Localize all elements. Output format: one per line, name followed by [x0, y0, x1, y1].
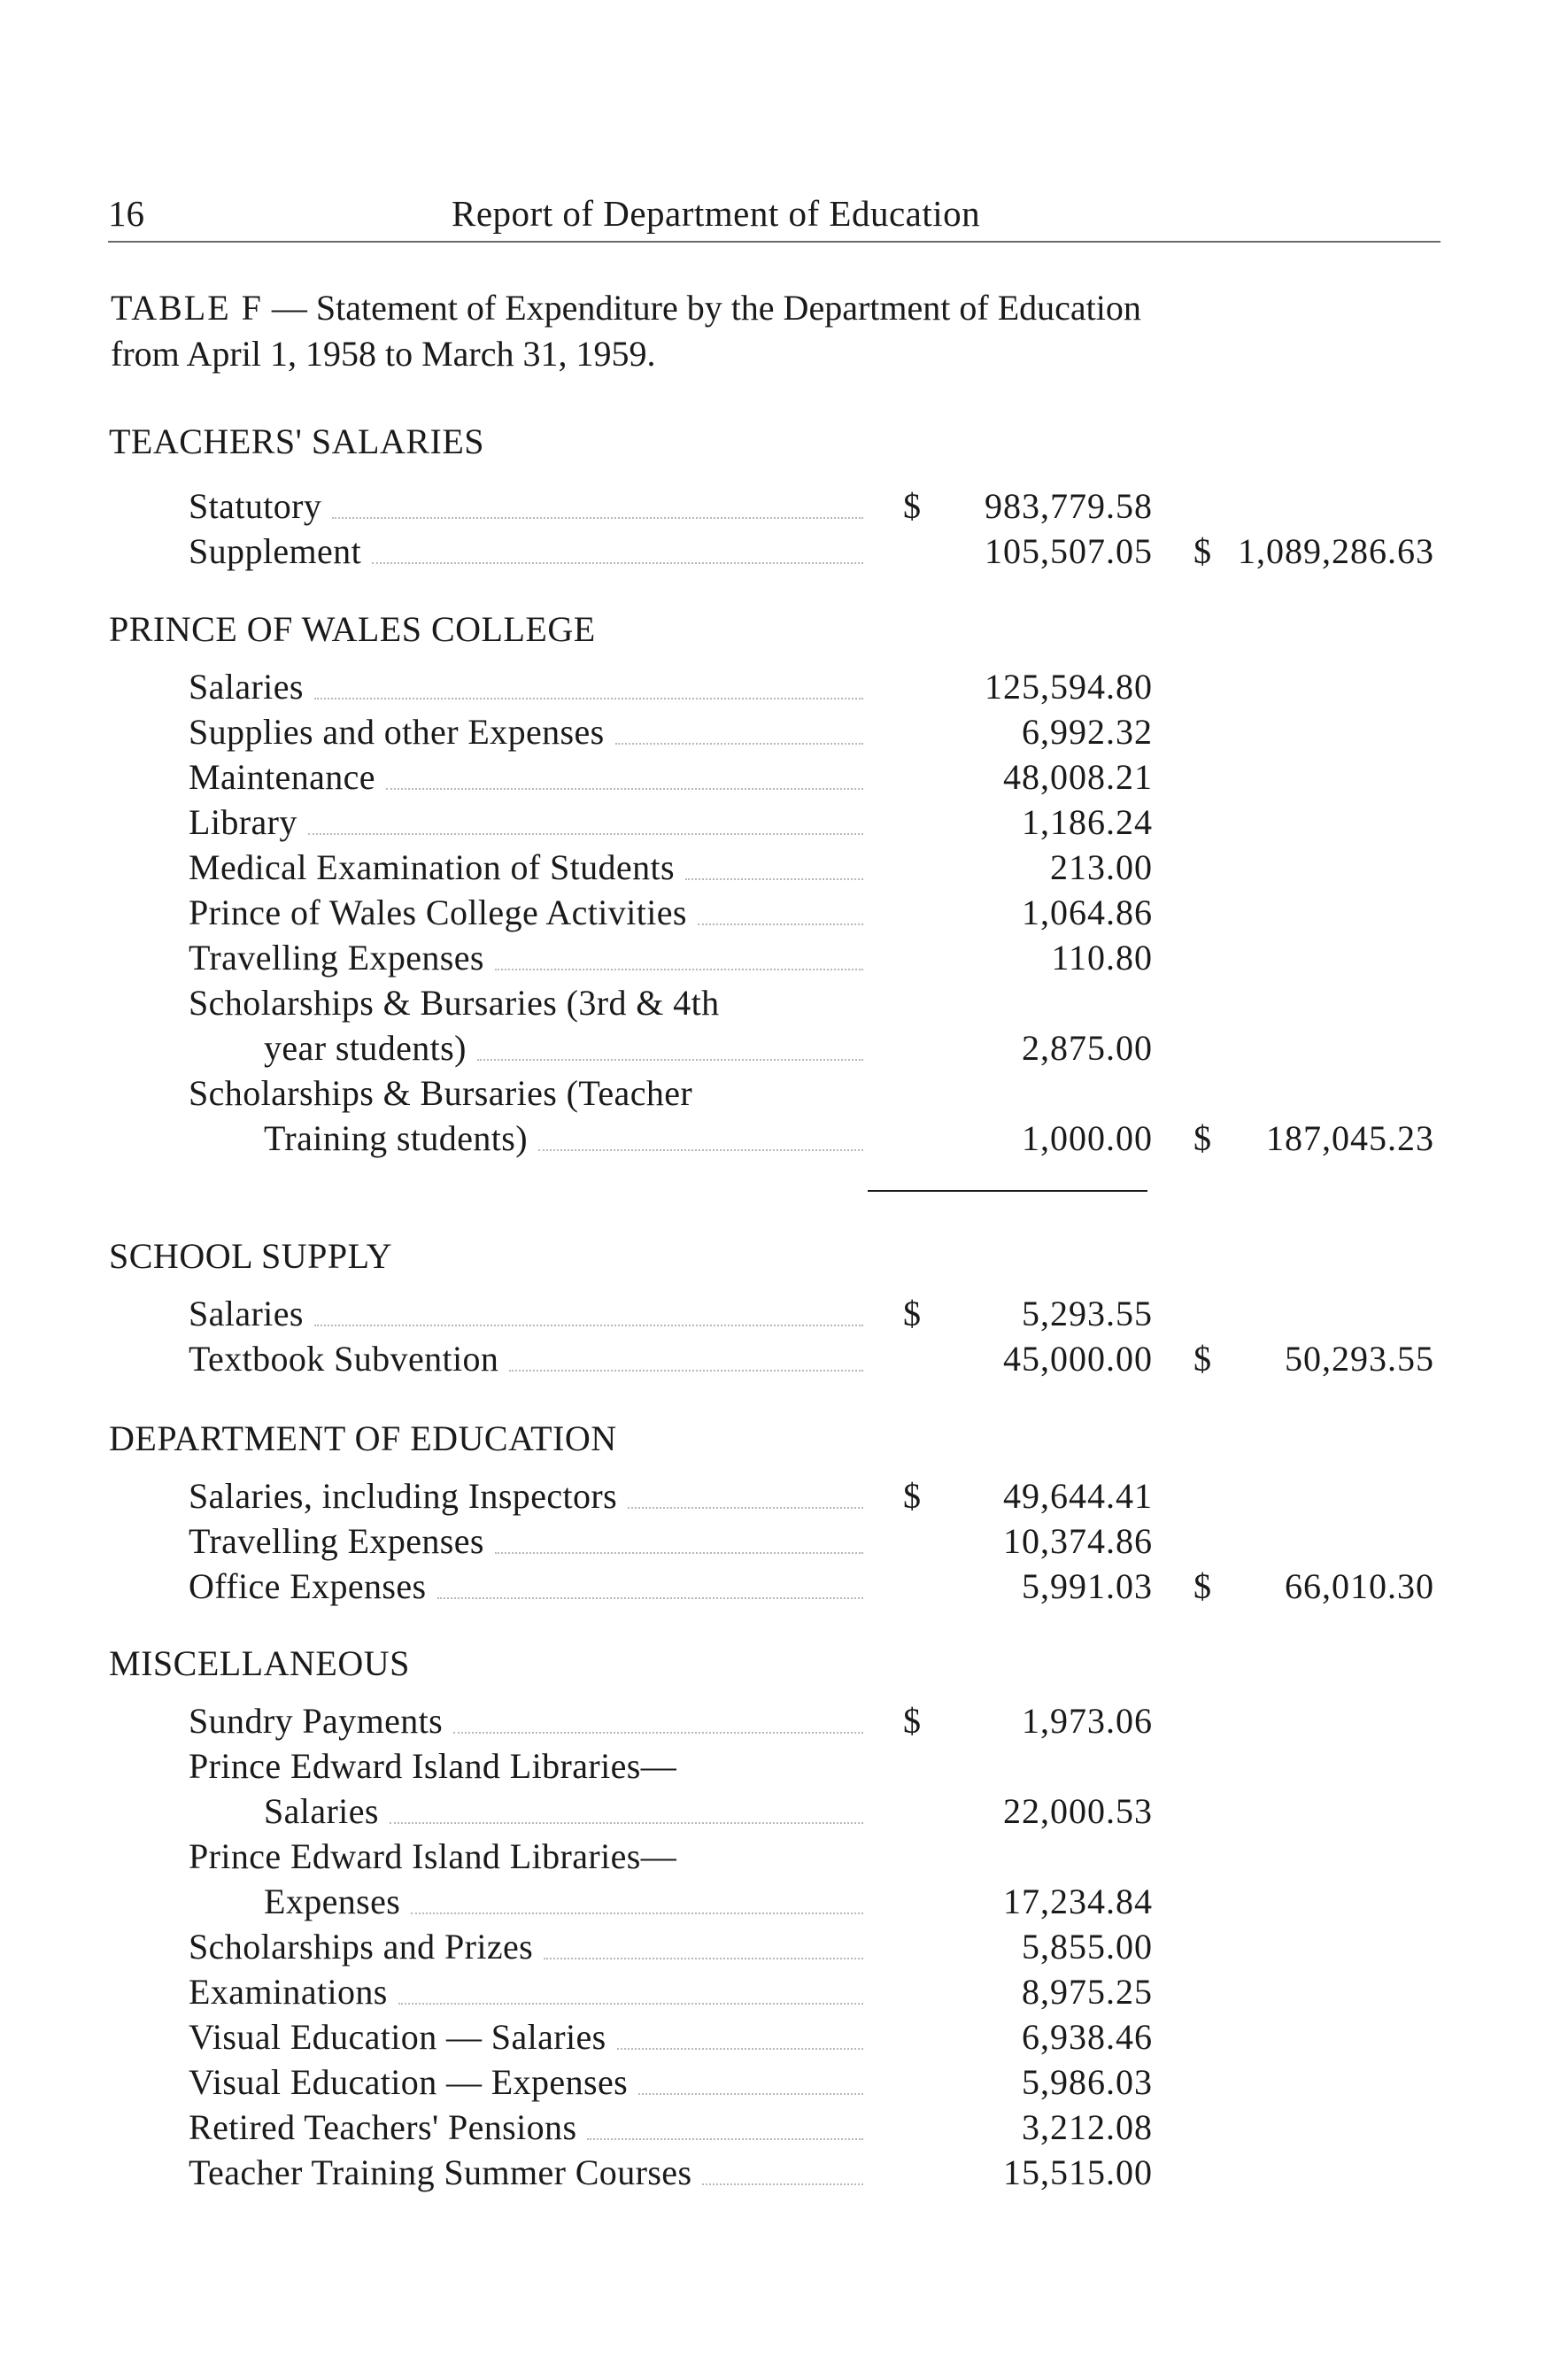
- row-label: Prince Edward Island Libraries—: [189, 1746, 677, 1786]
- row-label: Supplies and other Expenses: [189, 712, 605, 752]
- dot-leader: [544, 1958, 863, 1959]
- row-amount: 3,212.08: [1022, 2107, 1153, 2147]
- dollar-sign: $: [903, 1294, 921, 1333]
- table-row: [0, 1116, 1545, 1161]
- row-label: Examinations: [189, 1972, 388, 2012]
- table-row: [0, 1070, 1545, 1116]
- dot-leader: [495, 969, 863, 970]
- table-row: [0, 664, 1545, 709]
- dot-leader: [587, 2138, 863, 2140]
- dot-leader: [386, 788, 863, 790]
- table-title: [111, 285, 1456, 377]
- section-total: 50,293.55: [1285, 1339, 1434, 1379]
- table-row: [0, 980, 1545, 1025]
- table-row: [0, 2150, 1545, 2195]
- row-amount: 5,293.55: [1022, 1294, 1153, 1333]
- row-label: Textbook Subvention: [189, 1339, 499, 1379]
- row-amount: 110.80: [1051, 938, 1153, 978]
- table-row: [0, 1834, 1545, 1879]
- table-row: [0, 754, 1545, 800]
- row-amount: 6,992.32: [1022, 712, 1153, 752]
- row-amount: 5,986.03: [1022, 2062, 1153, 2102]
- header-rule: [108, 241, 1441, 243]
- row-label: year students): [264, 1028, 467, 1068]
- row-amount: 49,644.41: [1003, 1476, 1153, 1516]
- section-total: 1,089,286.63: [1238, 531, 1434, 571]
- row-amount: 1,186.24: [1022, 802, 1153, 842]
- row-amount: 5,991.03: [1022, 1566, 1153, 1606]
- row-label: Sundry Payments: [189, 1701, 444, 1741]
- table-row: [0, 1743, 1545, 1789]
- table-row: [0, 1291, 1545, 1336]
- table-row: [0, 1518, 1545, 1564]
- dollar-sign: $: [903, 1476, 921, 1516]
- table-row: [0, 1473, 1545, 1518]
- subtotal-rule: [868, 1190, 1147, 1192]
- dot-leader: [314, 1325, 863, 1326]
- row-amount: 1,973.06: [1022, 1701, 1153, 1741]
- row-label: Scholarships & Bursaries (3rd & 4th: [189, 983, 720, 1023]
- row-amount: 6,938.46: [1022, 2017, 1153, 2057]
- table-row: [0, 529, 1545, 574]
- section-heading: MISCELLANEOUS: [109, 1643, 410, 1683]
- dot-leader: [390, 1822, 863, 1824]
- dot-leader: [698, 923, 863, 925]
- row-amount: 1,000.00: [1022, 1118, 1153, 1158]
- row-amount: 105,507.05: [985, 531, 1153, 571]
- row-amount: 45,000.00: [1003, 1339, 1153, 1379]
- row-amount: 48,008.21: [1003, 757, 1153, 797]
- table-row: [0, 1879, 1545, 1924]
- row-amount: 125,594.80: [985, 667, 1153, 707]
- table-row: [0, 935, 1545, 980]
- row-label: Scholarships and Prizes: [189, 1927, 534, 1967]
- running-title: Report of Department of Education: [452, 193, 981, 234]
- dot-leader: [617, 2048, 863, 2050]
- total-dollar-sign: $: [1194, 1339, 1211, 1379]
- dot-leader: [509, 1370, 863, 1372]
- dot-leader: [628, 1507, 863, 1509]
- title-line2: from April 1, 1958 to March 31, 1959.: [111, 334, 656, 374]
- table-row: [0, 1969, 1545, 2014]
- dot-leader: [638, 2093, 863, 2095]
- table-name: TABLE F: [111, 288, 263, 328]
- table-row: [0, 483, 1545, 529]
- table-row: [0, 1025, 1545, 1070]
- section-total: 66,010.30: [1285, 1566, 1434, 1606]
- dollar-sign: $: [903, 1701, 921, 1741]
- row-label: Visual Education — Salaries: [189, 2017, 606, 2057]
- row-label: Statutory: [189, 486, 322, 526]
- section-heading: SCHOOL SUPPLY: [109, 1236, 392, 1276]
- row-label: Salaries: [264, 1791, 379, 1831]
- table-row: [0, 1336, 1545, 1381]
- table-row: [0, 2059, 1545, 2105]
- row-label: Scholarships & Bursaries (Teacher: [189, 1073, 693, 1113]
- row-label: Expenses: [264, 1882, 401, 1921]
- row-label: Training students): [264, 1118, 528, 1158]
- row-label: Travelling Expenses: [189, 938, 484, 978]
- row-amount: 213.00: [1050, 847, 1153, 887]
- row-label: Travelling Expenses: [189, 1521, 484, 1561]
- dot-leader: [495, 1552, 863, 1554]
- dot-leader: [308, 833, 863, 835]
- row-label: Library: [189, 802, 297, 842]
- table-row: [0, 1924, 1545, 1969]
- row-amount: 1,064.86: [1022, 892, 1153, 932]
- total-dollar-sign: $: [1194, 1566, 1211, 1606]
- page-number: 16: [108, 193, 144, 234]
- dot-leader: [615, 743, 863, 745]
- section-heading: TEACHERS' SALARIES: [109, 421, 485, 461]
- row-label: Supplement: [189, 531, 362, 571]
- row-label: Salaries: [189, 1294, 304, 1333]
- row-label: Prince Edward Island Libraries—: [189, 1836, 677, 1876]
- table-row: [0, 1564, 1545, 1609]
- dot-leader: [332, 517, 863, 519]
- table-row: [0, 890, 1545, 935]
- row-amount: 8,975.25: [1022, 1972, 1153, 2012]
- table-row: [0, 800, 1545, 845]
- dot-leader: [372, 562, 863, 564]
- dot-leader: [453, 1732, 863, 1734]
- row-label: Prince of Wales College Activities: [189, 892, 687, 932]
- row-amount: 17,234.84: [1003, 1882, 1153, 1921]
- table-row: [0, 1698, 1545, 1743]
- row-label: Salaries, including Inspectors: [189, 1476, 618, 1516]
- table-row: [0, 1789, 1545, 1834]
- dot-leader: [398, 2003, 863, 2005]
- row-label: Medical Examination of Students: [189, 847, 675, 887]
- table-row: [0, 2014, 1545, 2059]
- title-line1: Statement of Expenditure by the Department of Education: [315, 288, 1141, 328]
- dollar-sign: $: [903, 486, 921, 526]
- row-amount: 5,855.00: [1022, 1927, 1153, 1967]
- row-amount: 15,515.00: [1003, 2152, 1153, 2192]
- dot-leader: [437, 1597, 864, 1599]
- row-label: Retired Teachers' Pensions: [189, 2107, 577, 2147]
- row-amount: 2,875.00: [1022, 1028, 1153, 1068]
- row-label: Visual Education — Expenses: [189, 2062, 629, 2102]
- dot-leader: [314, 698, 863, 699]
- total-dollar-sign: $: [1194, 531, 1211, 571]
- row-label: Maintenance: [189, 757, 375, 797]
- dot-leader: [411, 1912, 863, 1914]
- row-amount: 983,779.58: [985, 486, 1153, 526]
- dot-leader: [702, 2183, 863, 2185]
- section-heading: DEPARTMENT OF EDUCATION: [109, 1418, 617, 1458]
- table-row: [0, 845, 1545, 890]
- row-label: Office Expenses: [189, 1566, 427, 1606]
- section-heading: PRINCE OF WALES COLLEGE: [109, 609, 596, 649]
- table-row: [0, 709, 1545, 754]
- dot-leader: [685, 878, 863, 880]
- row-amount: 10,374.86: [1003, 1521, 1153, 1561]
- row-label: Teacher Training Summer Courses: [189, 2152, 692, 2192]
- title-dash: —: [271, 288, 307, 328]
- row-label: Salaries: [189, 667, 304, 707]
- dot-leader: [477, 1059, 863, 1061]
- table-row: [0, 2105, 1545, 2150]
- page-header: [108, 186, 1436, 241]
- dot-leader: [538, 1149, 863, 1151]
- row-amount: 22,000.53: [1003, 1791, 1153, 1831]
- section-total: 187,045.23: [1266, 1118, 1434, 1158]
- total-dollar-sign: $: [1194, 1118, 1211, 1158]
